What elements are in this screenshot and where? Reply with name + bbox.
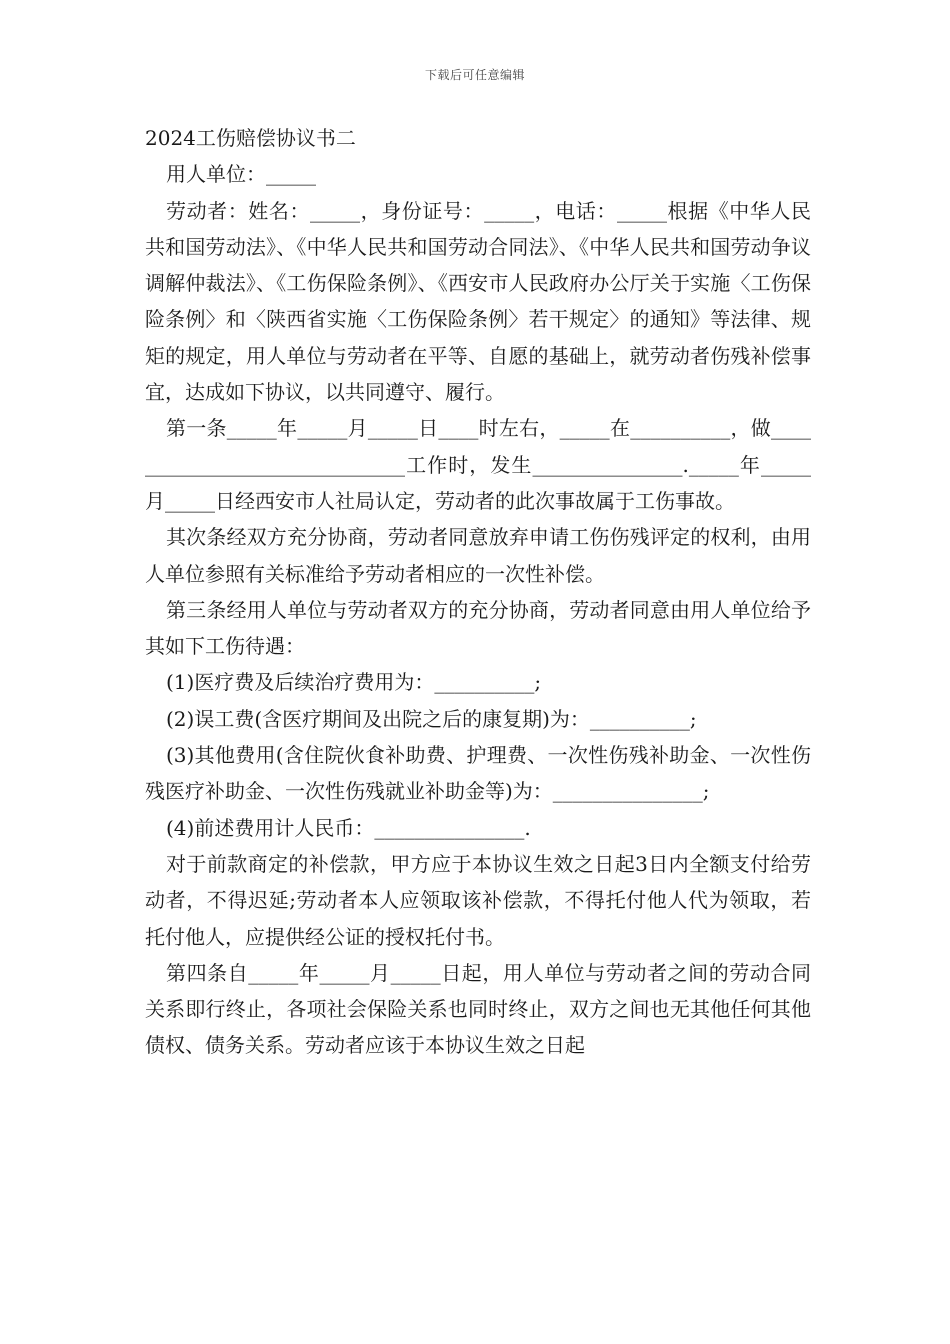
document-body [145, 120, 811, 1064]
paragraph-article-4: 第四条自_____年_____月_____日起，用人单位与劳动者之间的劳动合同关系即行终止，各项社会保险关系也同时终止，双方之间也无其他任何其他债权、债务关系。劳动者应该于本协议生效之日起 [145, 960, 811, 1058]
header-note: 下载后可任意编辑 [424, 68, 525, 82]
paragraph-employer: 用人单位：_____ [166, 162, 316, 187]
paragraph-article-2: 其次条经双方充分协商，劳动者同意放弃申请工伤伤残评定的权利，由用人单位参照有关标准给予劳动者相应的一次性补偿。 [145, 525, 811, 586]
paragraph-item-2: (2)误工费(含医疗期间及出院之后的康复期)为：__________; [166, 706, 697, 731]
paragraph-item-3: (3)其他费用(含住院伙食补助费、护理费、一次性伤残补助金、一次性伤残医疗补助金、一次性伤残就业补助金等)为：_______________; [145, 743, 811, 804]
document-title: 2024工伤赔偿协议书二 [145, 126, 356, 150]
paragraph-payment: 对于前款商定的补偿款，甲方应于本协议生效之日起3日内全额支付给劳动者，不得迟延;劳动者本人应领取该补偿款，不得托付他人代为领取，若托付他人，应提供经公证的授权托付书。 [145, 851, 811, 949]
paragraph-article-1: 第一条_____年_____月_____日____时左右，_____在__________，做______________________________工作时，发生_______________._____年_____月_____日经西安市人社局认定，劳动者的此次事故属于工伤事故。 [145, 416, 811, 513]
paragraph-item-1: (1)医疗费及后续治疗费用为：__________; [166, 670, 542, 695]
paragraph-worker-info: 劳动者：姓名：_____，身份证号：_____，电话：_____根据《中华人民共和国劳动法》、《中华人民共和国劳动合同法》、《中华人民共和国劳动争议调解仲裁法》、《工伤保险条例》、《西安市人民政府办公厅关于实施〈工伤保险条例〉和〈陕西省实施〈工伤保险条例〉若干规定〉的通知》等法律、规矩的规定，用人单位与劳动者在平等、自愿的基础上，就劳动者伤残补偿事宜，达成如下协议，以共同遵守、履行。 [145, 198, 811, 405]
paragraph-item-4: (4)前述费用计人民币：_______________. [166, 815, 531, 840]
paragraph-article-3: 第三条经用人单位与劳动者双方的充分协商，劳动者同意由用人单位给予其如下工伤待遇： [145, 597, 811, 659]
